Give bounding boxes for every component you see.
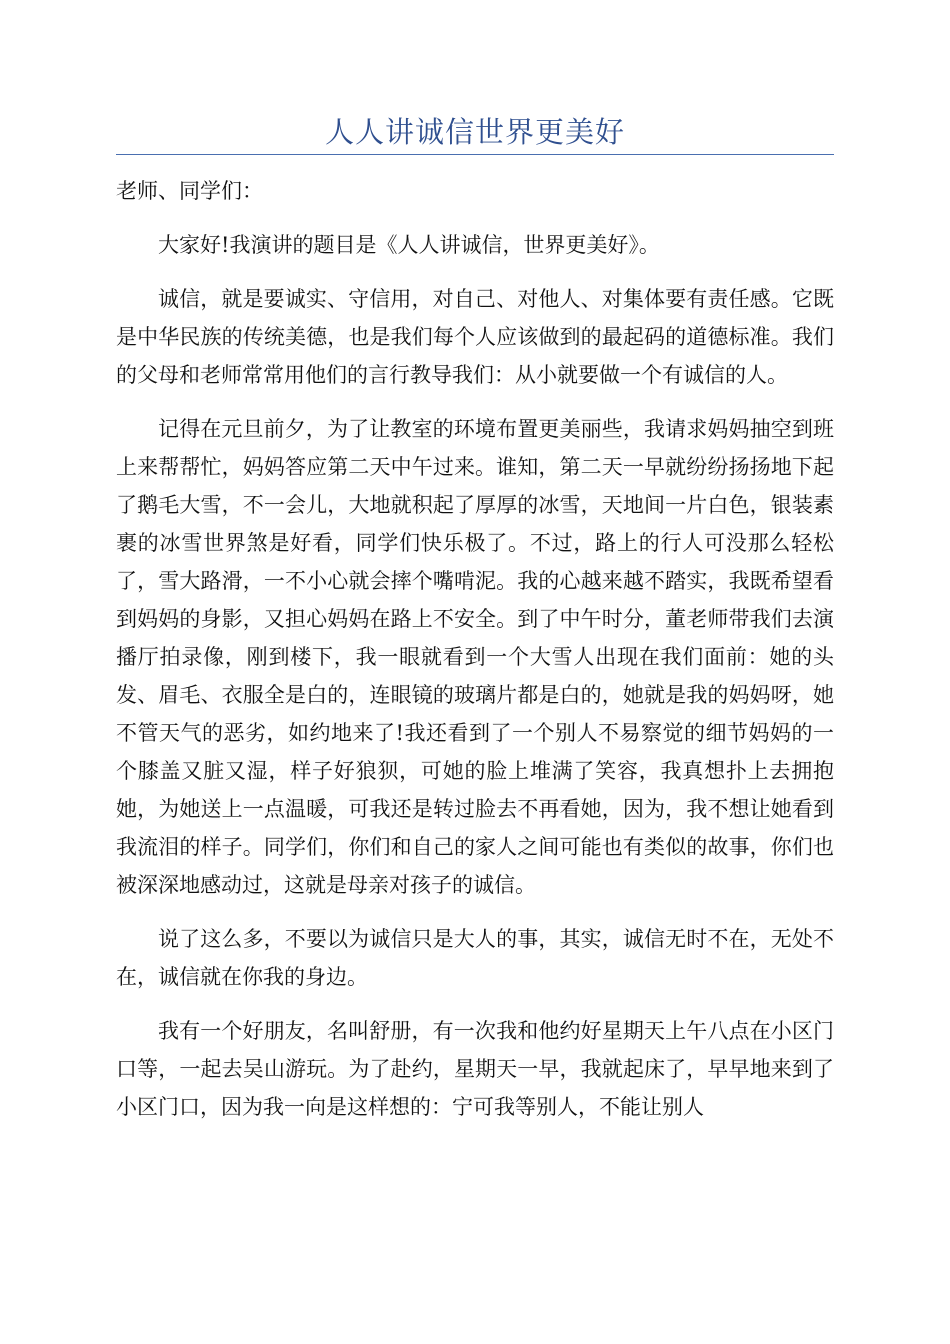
title-divider — [116, 154, 834, 155]
paragraph-1: 大家好!我演讲的题目是《人人讲诚信，世界更美好》。 — [158, 233, 660, 257]
page-title: 人人讲诚信世界更美好 — [324, 115, 625, 149]
paragraph-2: 诚信，就是要诚实、守信用，对自己、对他人、对集体要有责任感。它既是中华民族的传统美德，也是我们每个人应该做到的最起码的道德标准。我们的父母和老师常常用他们的言行教导我们：从小就要做一个有诚信的人。 — [116, 287, 834, 387]
paragraph-4: 说了这么多，不要以为诚信只是大人的事，其实，诚信无时不在，无处不在，诚信就在你我的身边。 — [116, 927, 834, 989]
paragraph-3: 记得在元旦前夕，为了让教室的环境布置更美丽些，我请求妈妈抽空到班上来帮帮忙，妈妈答应第二天中午过来。谁知，第二天一早就纷纷扬扬地下起了鹅毛大雪，不一会儿，大地就积起了厚厚的冰雪，天地间一片白色，银装素裹的冰雪世界煞是好看，同学们快乐极了。不过，路上的行人可没那么轻松了，雪大路滑，一不小心就会摔个嘴啃泥。我的心越来越不踏实，我既希望看到妈妈的身影，又担心妈妈在路上不安全。到了中午时分，董老师带我们去演播厅拍录像，刚到楼下，我一眼就看到一个大雪人出现在我们面前：她的头发、眉毛、衣服全是白的，连眼镜的玻璃片都是白的，她就是我的妈妈呀，她不管天气的恶劣，如约地来了!我还看到了一个别人不易察觉的细节妈妈的一个膝盖又脏又湿，样子好狼狈，可她的脸上堆满了笑容，我真想扑上去拥抱她，为她送上一点温暖，可我还是转过脸去不再看她，因为，我不想让她看到我流泪的样子。同学们，你们和自己的家人之间可能也有类似的故事，你们也被深深地感动过，这就是母亲对孩子的诚信。 — [116, 417, 834, 897]
paragraph-5: 我有一个好朋友，名叫舒册，有一次我和他约好星期天上午八点在小区门口等，一起去吴山游玩。为了赴约，星期天一早，我就起床了，早早地来到了小区门口，因为我一向是这样想的：宁可我等别人，不能让别人 — [116, 1019, 834, 1119]
document-body — [116, 172, 834, 1142]
salutation: 老师、同学们： — [116, 179, 263, 203]
